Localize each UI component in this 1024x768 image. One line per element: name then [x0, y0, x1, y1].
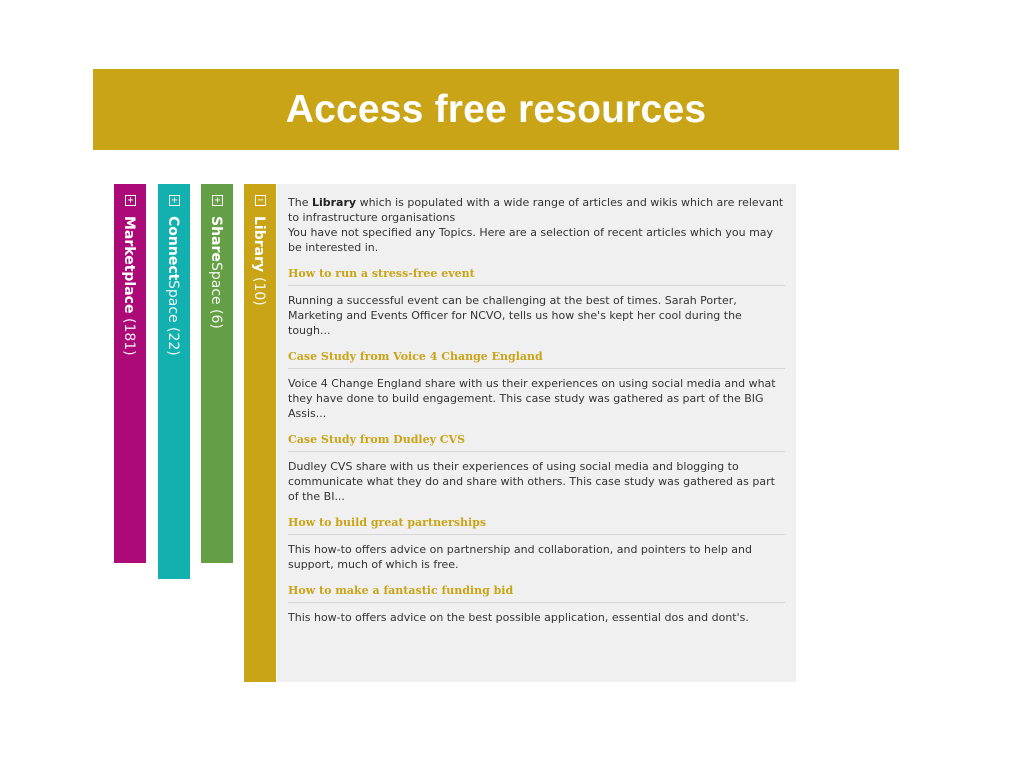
article-link[interactable]: Case Study from Dudley CVS — [288, 433, 785, 452]
article-link[interactable]: Case Study from Voice 4 Change England — [288, 350, 785, 369]
tab-connectspace-label: ConnectSpace (22) — [165, 216, 181, 357]
tab-sharespace[interactable] — [201, 184, 233, 563]
tab-connectspace[interactable] — [158, 184, 190, 579]
expand-icon[interactable]: + — [169, 195, 180, 206]
list-item — [288, 516, 785, 572]
article-description: Voice 4 Change England share with us their experiences on using social media and what they have done to build engagement. This case study was gathered as part of the BIG Assis... — [288, 377, 776, 420]
list-item — [288, 433, 785, 504]
article-description: This how-to offers advice on the best possible application, essential dos and dont's. — [288, 611, 749, 624]
tab-marketplace-label: Marketplace (181) — [121, 216, 137, 356]
tab-sharespace-label: ShareSpace (6) — [208, 216, 224, 329]
expand-icon[interactable]: + — [212, 195, 223, 206]
tab-library[interactable] — [244, 184, 276, 682]
list-item — [288, 267, 785, 338]
expand-icon[interactable]: + — [125, 195, 136, 206]
title-banner — [93, 69, 899, 150]
collapse-icon[interactable]: − — [255, 195, 266, 206]
list-item — [288, 350, 785, 421]
article-description: Dudley CVS share with us their experiences of using social media and blogging to communicate what they do and share with others. This case study was gathered as part of the BI... — [288, 460, 775, 503]
article-link[interactable]: How to make a fantastic funding bid — [288, 584, 785, 603]
tab-marketplace[interactable] — [114, 184, 146, 563]
article-link[interactable]: How to run a stress-free event — [288, 267, 785, 286]
list-item — [288, 584, 785, 625]
article-link[interactable]: How to build great partnerships — [288, 516, 785, 535]
article-description: This how-to offers advice on partnership and collaboration, and pointers to help and support, much of which is free. — [288, 543, 752, 571]
library-panel — [277, 184, 796, 682]
library-intro-notice: You have not specified any Topics. Here are a selection of recent articles which you may be interested in. — [288, 226, 774, 254]
library-intro: The Library which is populated with a wide range of articles and wikis which are relevant to infrastructure organisations You have not specified any Topics. Here are a selection of recent articles which you may be interested in. — [288, 196, 784, 254]
page-title: Access free resources — [285, 87, 707, 131]
article-description: Running a successful event can be challenging at the best of times. Sarah Porter, Marketing and Events Officer for NCVO, tells us how she's kept her cool during the tough... — [288, 294, 742, 337]
tab-library-label: Library (10) — [251, 216, 267, 306]
